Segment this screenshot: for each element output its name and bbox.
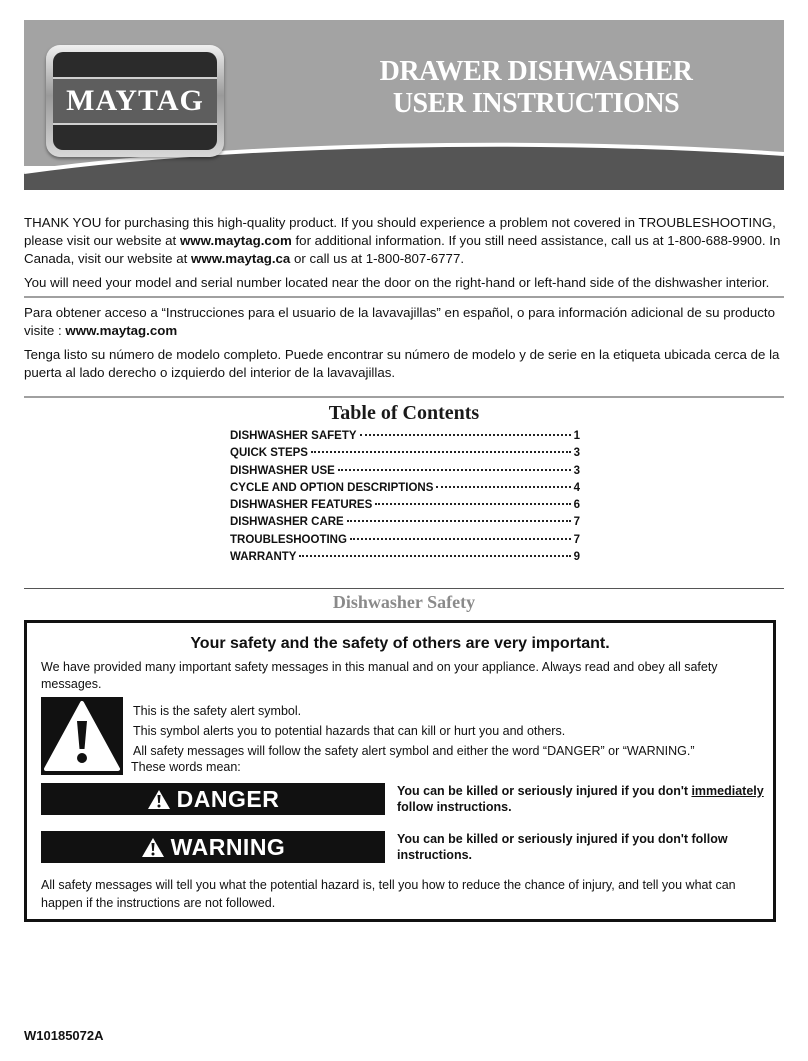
website-link-ca[interactable]: www.maytag.ca [191, 251, 291, 266]
toc-entry[interactable]: CYCLE AND OPTION DESCRIPTIONS 4 [230, 481, 580, 494]
toc-entry[interactable]: DISHWASHER SAFETY 1 [230, 430, 580, 442]
alert-explanation [133, 701, 753, 777]
toc-entry[interactable]: DISHWASHER USE 3 [230, 464, 580, 477]
header-banner [24, 20, 784, 190]
section-title-safety: Dishwasher Safety [332, 592, 476, 612]
toc-entry[interactable]: QUICK STEPS 3 [230, 447, 580, 460]
table-of-contents [230, 428, 580, 566]
danger-signal-bar [41, 783, 385, 815]
logo-text: MAYTAG [66, 84, 204, 117]
toc-entry[interactable]: TROUBLESHOOTING 7 [230, 533, 580, 546]
title-line-2: USER INSTRUCTIONS [392, 88, 680, 119]
website-link-es[interactable]: www.maytag.com [65, 323, 178, 338]
toc-entry[interactable]: DISHWASHER CARE 7 [230, 516, 580, 529]
model-note: You will need your model and serial number located near the door on the right-hand or left-hand side of the dishwasher interior. [24, 275, 770, 290]
divider [24, 588, 784, 589]
danger-label: DANGER [176, 785, 280, 812]
title-line-1: DRAWER DISHWASHER [379, 56, 693, 87]
safety-footer: All safety messages will tell you what the potential hazard is, tell you how to reduce the chance of injury, and tell you what can happen if the instructions are not followed. [41, 878, 736, 910]
warning-label: WARNING [170, 833, 286, 860]
document-number: W10185072A [24, 1028, 104, 1043]
alert-line: All safety messages will follow the safety alert symbol and either the word “DANGER” or “WARNING.” [133, 744, 695, 758]
warning-signal-bar [41, 831, 385, 863]
divider [24, 296, 784, 298]
divider [24, 396, 784, 398]
alert-line: This symbol alerts you to potential hazards that can kill or hurt you and others. [133, 724, 566, 738]
website-link-us[interactable]: www.maytag.com [179, 233, 292, 248]
toc-entry[interactable]: WARRANTY 9 [230, 551, 580, 564]
warning-alert-icon [141, 837, 165, 858]
spanish-paragraph-2: Tenga listo su número de modelo completo. Puede encontrar su número de modelo y de serie en la etiqueta ubicada cerca de la puerta al lado derecho o izquierdo del interior de la lavavajillas. [24, 347, 780, 380]
warning-description: You can be killed or seriously injured if you don't follow instructions. [397, 832, 728, 862]
toc-title: Table of Contents [328, 402, 480, 424]
document-title [324, 56, 748, 120]
alert-line: These words mean: [131, 760, 241, 774]
alert-line: This is the safety alert symbol. [133, 704, 302, 718]
safety-alert-icon [41, 697, 123, 775]
maytag-logo [46, 45, 224, 157]
danger-alert-icon [147, 789, 171, 810]
toc-entry[interactable]: DISHWASHER FEATURES 6 [230, 499, 580, 512]
intro-section [24, 214, 784, 298]
safety-box [24, 620, 776, 922]
safety-heading: Your safety and the safety of others are very important. [190, 635, 610, 652]
spanish-section [24, 304, 784, 388]
thank-you-paragraph: THANK YOU for purchasing this high-quality product. If you should experience a problem not covered in TROUBLESHOOTING, please visit our website at www.maytag.com for additional information. If you still need assistance, call us at 1-800-688-9900. In Canada, visit our website at www.maytag.ca or call us at 1-800-807-6777. [24, 215, 781, 266]
spanish-paragraph-1: Para obtener acceso a “Instrucciones para el usuario de la lavavajillas” en español, o para información adicional de su producto visite : www.maytag.com [24, 305, 775, 338]
danger-description: You can be killed or seriously injured if you don't immediately follow instructions. [397, 784, 764, 814]
safety-intro: We have provided many important safety messages in this manual and on your appliance. Always read and obey all safety messages. [41, 660, 718, 691]
